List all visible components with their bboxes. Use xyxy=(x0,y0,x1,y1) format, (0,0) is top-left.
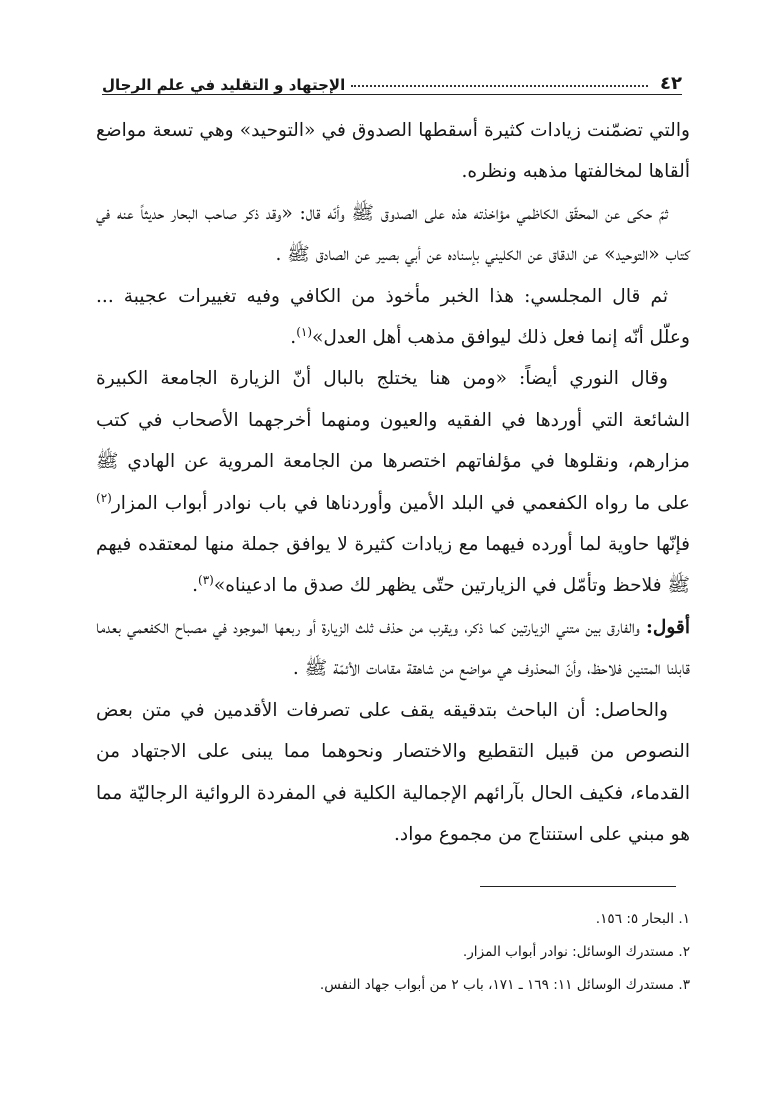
paragraph-text: ثم قال المجلسي: هذا الخبر مأخوذ من الكافي وفيه تغييرات عجيبة ... وعلّل أنّه إنما فعل ذلك ليوافق مذهب أهل العدل» xyxy=(96,285,690,349)
running-title: الإجتهاد و التقليد في علم الرجال xyxy=(102,76,346,94)
footnote-ref-1[interactable]: (١) xyxy=(296,324,313,339)
paragraph-text: والحاصل: أن الباحث بتدقيقه يقف على تصرفات الأقدمين في متن بعض النصوص من قبيل التقطيع والاختصار ونحوهما مما يبنى على الاجتهاد من القدماء، فكيف الحال بآرائهم الإجمالية الكلية في المفردة الروائية الرجاليّة مما هو مبني على استنتاج من مجموع مواد. xyxy=(96,699,690,845)
paragraph-text: والفارق بين متني الزيارتين كما ذكر، ويقرب من حذف ثلث الزيارة أو ربعها الموجود في مصباح الكفعمي بعدما قابلنا المتنين فلاحظ، وأنّ المحذوف هي مواضع من شاهقة مقامات الأئمّة ﷺ . xyxy=(96,616,690,680)
paragraph-tail: . xyxy=(192,575,199,597)
header-leader-dots xyxy=(351,84,648,87)
paragraph-5 xyxy=(96,607,690,690)
footnote-3: ٣. مستدرك الوسائل ١١: ١٦٩ ـ ١٧١، باب ٢ من أبواب جهاد النفس. xyxy=(319,977,690,993)
page-number: ٤٢ xyxy=(660,73,682,94)
paragraph-lead: أقول: xyxy=(645,616,690,638)
footnote-ref-3[interactable]: (٣) xyxy=(198,573,214,588)
paragraph-4 xyxy=(96,358,690,606)
footnote-2: ٢. مستدرك الوسائل: نوادر أبواب المزار. xyxy=(462,944,690,960)
paragraph-2 xyxy=(96,193,690,276)
paragraph-text: والتي تضمّنت زيادات كثيرة أسقطها الصدوق في «التوحيد» وهي تسعة مواضع ألقاها لمخالفتها مذهبه ونظره. xyxy=(96,120,690,183)
page-header xyxy=(102,60,682,95)
paragraph-text: ثمّ حكى عن المحقّق الكاظمي مؤاخذته هذه على الصدوق ﷺ وأنّه قال: «وقد ذكر صاحب البحار حديثاً عنه في كتاب «التوحيد» عن الدقاق عن الكليني بإسناده عن أبي بصير عن الصادق ﷺ . xyxy=(96,202,690,266)
footnote-1: ١. البحار ٥: ١٥٦. xyxy=(595,911,690,927)
paragraph-3 xyxy=(96,276,690,359)
paragraph-6 xyxy=(96,690,690,856)
main-text xyxy=(96,110,690,855)
footnotes xyxy=(96,903,690,1002)
footnote-ref-2[interactable]: (٢) xyxy=(96,490,112,505)
paragraph-text-cont: فإنّها حاوية لما أورده فيهما مع زيادات كثيرة لا يوافق جملة منها لمعتقده فيهم ﷺ فلاحظ وتأمّل في الزيارتين حتّى يظهر لك صدق ما ادعيناه» xyxy=(96,534,690,597)
paragraph-tail: . xyxy=(290,327,297,349)
footnote-separator xyxy=(480,886,676,887)
paragraph-text: وقال النوري أيضاً: «ومن هنا يختلج بالبال أنّ الزيارة الجامعة الكبيرة الشائعة التي أوردها في الفقيه والعيون ومنهما أخرجهما الأصحاب في كتب مزارهم، ونقلوها في مؤلفاتهم اختصرها من الجامعة المروية عن الهادي ﷺ على ما رواه الكفعمي في البلد الأمين وأوردناها في باب نوادر أبواب المزار xyxy=(96,368,690,514)
paragraph-1 xyxy=(96,110,690,193)
